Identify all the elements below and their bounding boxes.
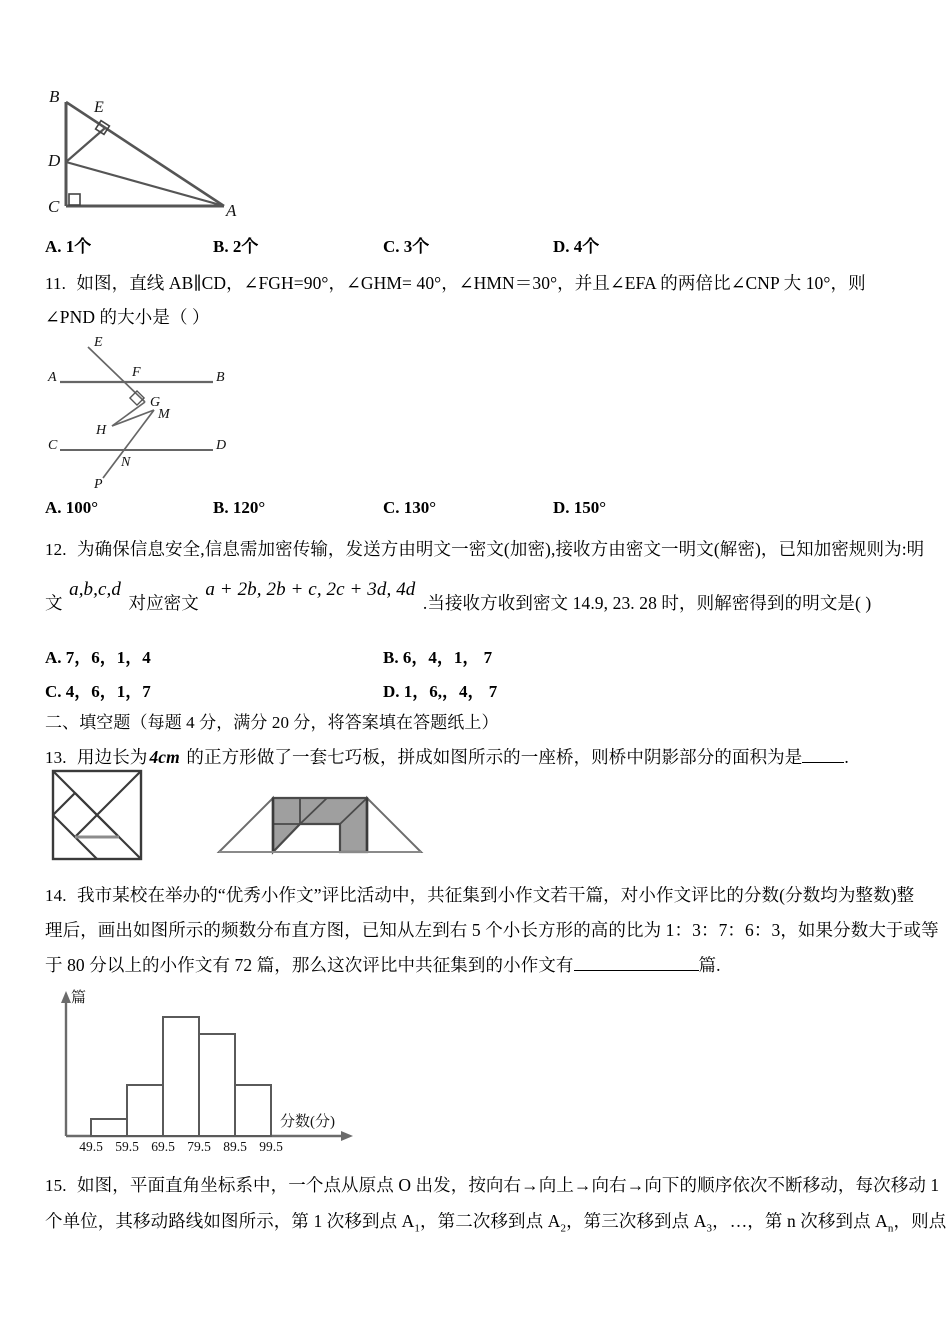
q12-options-row1 <box>45 643 925 667</box>
q13-text-post: 的正方形做了一套七巧板，拼成如图所示的一座桥，则桥中阴影部分的面积为是 <box>181 747 803 767</box>
q11-label-H: H <box>96 423 107 438</box>
q11-label-B: B <box>216 370 225 385</box>
q11-option-c-key: C. <box>383 498 400 517</box>
q12-option-a[interactable] <box>45 643 151 668</box>
q11-option-d[interactable] <box>553 498 606 518</box>
q11-line2 <box>45 306 210 328</box>
q12-number: 12. <box>45 540 67 559</box>
q15-number: 15. <box>45 1176 67 1195</box>
q10-option-a-text: 1个 <box>65 237 92 256</box>
q11-label-D: D <box>216 438 227 453</box>
histogram-tick-1: 49.5 <box>79 1139 103 1154</box>
q12-formula-cipher: a + 2b, 2b + c, 2c + 3d, 4d <box>205 579 416 600</box>
q10-label-D: D <box>48 151 61 170</box>
histogram-tick-2: 59.5 <box>115 1139 139 1154</box>
q15-line2-a: 个单位，其移动路线如图所示，第 1 次移到点 A <box>45 1211 415 1231</box>
q11-option-a[interactable] <box>45 498 98 518</box>
q11-label-N: N <box>121 455 131 470</box>
q11-option-b-text: 120° <box>232 498 266 517</box>
q14-line1 <box>45 884 914 907</box>
q12-options-row2 <box>45 677 925 701</box>
q10-label-B: B <box>49 87 60 106</box>
q10-option-d[interactable] <box>553 232 599 257</box>
q13-text-pre: 用边长为 <box>77 747 148 767</box>
q15-sub-1: 1 <box>414 1222 421 1235</box>
q12-line1 <box>45 538 924 561</box>
q10-option-b-key: B. <box>213 237 229 256</box>
q10-option-d-key: D. <box>553 237 570 256</box>
q13-answer-blank[interactable] <box>802 747 844 763</box>
q14-line1-text: 我市某校在举办的“优秀小作文”评比活动中，共征集到小作文若干篇，对小作文评比的分数(分数均为整数)整 <box>77 885 915 905</box>
q10-option-a[interactable] <box>45 232 91 257</box>
q10-label-C: C <box>48 197 60 216</box>
histogram-tick-4: 79.5 <box>187 1139 211 1154</box>
q11-option-b[interactable] <box>213 498 265 518</box>
q11-line1-text: 如图，直线 AB∥CD，∠FGH=90°，∠GHM= 40°，∠HMN＝30°，并且∠EFA 的两倍比∠CNP 大 10°，则 <box>76 273 866 293</box>
histogram-bar-4 <box>199 1034 235 1136</box>
q13-number: 13. <box>45 748 67 767</box>
q11-label-C: C <box>48 438 58 453</box>
q12-corresponds-word: 对应密文 <box>128 593 199 613</box>
q12-option-d[interactable] <box>383 677 497 702</box>
q11-line2-text: ∠PND 的大小是（ ） <box>45 307 210 327</box>
section-2-heading-text: 二、填空题（每题 4 分，满分 20 分，将答案填在答题纸上） <box>45 713 499 732</box>
q12-plaintext-word: 文 <box>45 593 63 613</box>
q15-line1 <box>45 1174 939 1197</box>
q11-label-P: P <box>94 477 103 492</box>
q11-options <box>45 498 925 522</box>
q12-option-d-key: D. <box>383 682 400 701</box>
q11-number: 11. <box>45 274 66 293</box>
q15-line2-e: ，则点 <box>893 1211 947 1231</box>
histogram-tick-5: 89.5 <box>223 1139 247 1154</box>
q15-line2-c: ，第三次移到点 A <box>566 1211 707 1231</box>
q10-option-d-text: 4个 <box>573 237 600 256</box>
q10-option-c-key: C. <box>383 237 400 256</box>
q10-triangle-figure <box>48 88 248 218</box>
q11-option-d-text: 150° <box>573 498 607 517</box>
histogram-bar-3 <box>163 1017 199 1136</box>
q13-side-length: 4cm <box>149 747 180 767</box>
histogram-tick-3: 69.5 <box>151 1139 175 1154</box>
histogram-xlabel: 分数(分) <box>280 1114 335 1130</box>
q10-option-a-key: A. <box>45 237 62 256</box>
q10-label-E: E <box>94 99 104 116</box>
q12-option-b[interactable] <box>383 643 492 668</box>
q10-options <box>45 232 925 256</box>
q14-histogram-chart <box>48 986 388 1154</box>
q15-line2-b: ，第二次移到点 A <box>420 1211 561 1231</box>
q15-sub-2: 2 <box>560 1222 567 1235</box>
q12-option-c-key: C. <box>45 682 62 701</box>
q11-parallel-lines-figure <box>48 335 278 492</box>
q11-option-a-key: A. <box>45 498 62 517</box>
q11-option-b-key: B. <box>213 498 229 517</box>
q12-option-c-text: 4，6，1，7 <box>65 682 151 701</box>
q11-option-c[interactable] <box>383 498 436 518</box>
q14-line3-post: 篇. <box>698 955 721 975</box>
q11-label-G: G <box>150 395 161 410</box>
q12-formula-plain: a,b,c,d <box>69 579 121 600</box>
q12-option-c[interactable] <box>45 677 151 702</box>
q14-line2 <box>45 919 939 941</box>
q12-option-a-text: 7，6，1，4 <box>65 648 151 667</box>
histogram-ylabel: 篇 <box>71 990 87 1006</box>
q12-line2 <box>45 579 872 613</box>
q11-label-A: A <box>48 370 57 385</box>
q11-option-c-text: 130° <box>403 498 437 517</box>
q15-sub-n: n <box>887 1222 894 1235</box>
q14-line3-pre: 于 80 分以上的小作文有 72 篇，那么这次评比中共征集到的小作文有 <box>45 955 574 975</box>
q10-option-c[interactable] <box>383 232 429 257</box>
histogram-tick-6: 99.5 <box>259 1139 283 1154</box>
q14-line2-text: 理后，画出如图所示的频数分布直方图，已知从左到右 5 个小长方形的高的比为 1：3：7：6：3，如果分数大于或等 <box>45 920 939 940</box>
q11-label-M: M <box>158 407 170 422</box>
q10-option-b[interactable] <box>213 232 258 257</box>
histogram-bar-1 <box>91 1119 127 1136</box>
q11-option-a-text: 100° <box>65 498 99 517</box>
q10-option-c-text: 3个 <box>403 237 430 256</box>
q15-line1-text: 如图，平面直角坐标系中，一个点从原点 O 出发，按向右→向上→向右→向下的顺序依次不断移动，每次移动 1 <box>77 1175 940 1195</box>
q13-bridge-figure <box>215 772 427 860</box>
q10-label-A: A <box>226 201 237 220</box>
q12-option-a-key: A. <box>45 648 62 667</box>
q13-text-end: . <box>844 747 849 767</box>
q12-line2-post: .当接收方收到密文 14.9, 23. 28 时，则解密得到的明文是( ) <box>422 593 872 613</box>
histogram-bar-2 <box>127 1085 163 1136</box>
q15-line2 <box>45 1210 946 1240</box>
q14-answer-blank[interactable] <box>574 955 699 971</box>
q10-option-b-text: 2个 <box>232 237 259 256</box>
q14-number: 14. <box>45 886 67 905</box>
q14-line3 <box>45 954 721 976</box>
section-2-heading <box>45 712 499 734</box>
q11-line1 <box>45 272 866 295</box>
histogram-svg <box>48 986 388 1154</box>
q13-tangram-square-figure <box>50 768 150 864</box>
q15-sub-3: 3 <box>706 1222 713 1235</box>
q12-option-d-text: 1，6,，4， 7 <box>403 682 498 701</box>
q15-line2-d: ，…，第 n 次移到点 A <box>712 1211 888 1231</box>
q12-option-b-text: 6，4，1， 7 <box>402 648 493 667</box>
q11-label-F: F <box>132 365 141 380</box>
histogram-bar-5 <box>235 1085 271 1136</box>
q11-label-E: E <box>94 335 103 350</box>
q13-line1 <box>45 746 849 769</box>
q11-option-d-key: D. <box>553 498 570 517</box>
q12-line1-text: 为确保信息安全,信息需加密传输，发送方由明文一密文(加密),接收方由密文一明文(解密)，已知加密规则为:明 <box>77 539 925 559</box>
q12-option-b-key: B. <box>383 648 399 667</box>
